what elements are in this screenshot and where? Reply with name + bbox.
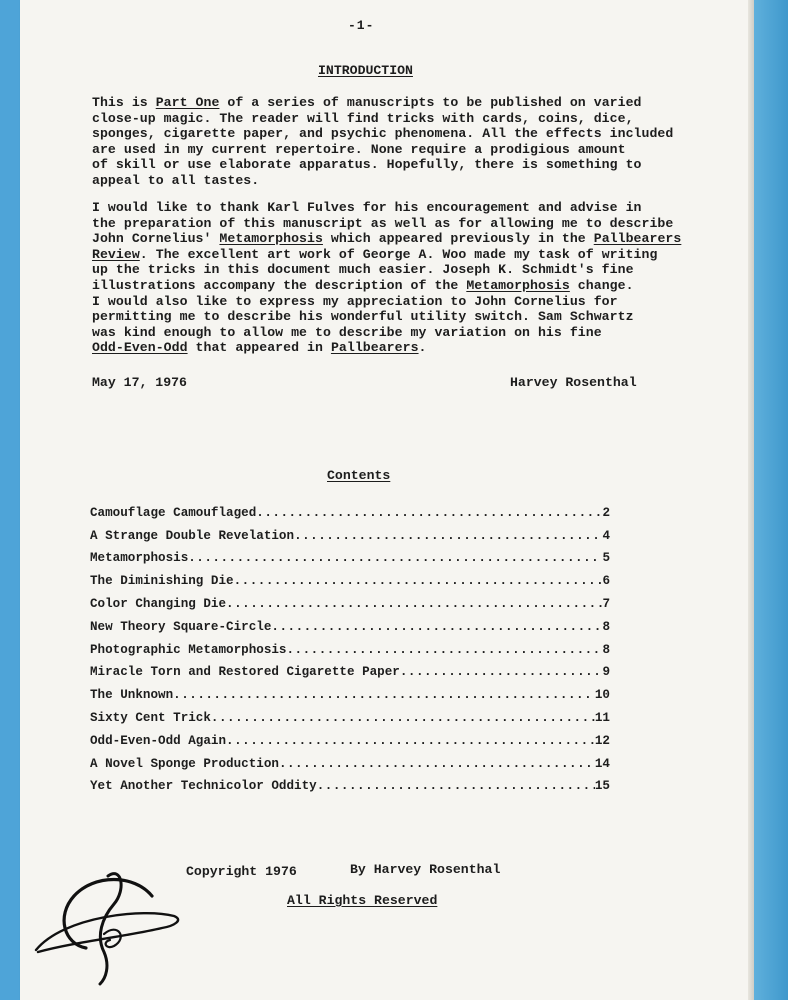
underlined-text: Part One <box>155 95 220 110</box>
dot-leader <box>256 506 602 520</box>
contents-entry-title: Camouflage Camouflaged <box>90 505 257 520</box>
underlined-text: Metamorphosis <box>219 231 323 247</box>
dot-leader <box>294 529 602 543</box>
underlined-text: Odd-Even-Odd <box>92 340 188 356</box>
contents-entry-page: 15 <box>594 779 610 794</box>
dot-leader <box>188 551 602 565</box>
contents-entry <box>90 679 610 702</box>
contents-entry <box>90 497 610 520</box>
contents-heading: Contents <box>327 468 391 483</box>
contents-entry <box>90 634 610 657</box>
underlined-text: Metamorphosis <box>466 277 570 293</box>
contents-entry <box>90 702 610 725</box>
text-run: that appeared in <box>187 340 331 356</box>
contents-entry <box>90 588 610 611</box>
contents-entry-page: 11 <box>594 710 610 725</box>
text-line: I would like to thank Karl Fulves for his encouragement and advise in <box>92 200 642 215</box>
text-line: are used in my current repertoire. None require a prodigious amount <box>92 141 626 157</box>
text-line: permitting me to describe his wonderful utility switch. Sam Schwartz <box>92 309 634 325</box>
contents-entry <box>90 771 610 794</box>
copyright-line: Copyright 1976 <box>186 864 297 879</box>
contents-entry <box>90 611 610 634</box>
intro-paragraph-1 <box>92 95 673 189</box>
publisher-logo <box>34 856 184 986</box>
text-line: the preparation of this manuscript as well as for allowing me to describe <box>92 215 674 231</box>
dot-leader <box>317 779 595 793</box>
contents-entry-page: 5 <box>602 551 610 566</box>
text-line: was kind enough to allow me to describe my variation on his fine <box>92 324 602 340</box>
text-run: change. <box>569 277 634 293</box>
contents-entry-page: 10 <box>594 688 610 703</box>
dot-leader <box>287 643 603 657</box>
text-line: appeal to all tastes. <box>92 172 260 188</box>
text-line: up the tricks in this document much easier. Joseph K. Schmidt's fine <box>92 262 634 278</box>
underlined-text: Pallbearers <box>330 340 419 356</box>
contents-entry-title: The Diminishing Die <box>90 574 234 589</box>
contents-entry-page: 14 <box>594 756 610 771</box>
text-line: sponges, cigarette paper, and psychic phenomena. All the effects included <box>92 126 674 142</box>
page-number: -1- <box>348 18 375 33</box>
dot-leader <box>279 757 595 771</box>
dot-leader <box>400 665 603 679</box>
contents-entry-page: 8 <box>602 642 610 657</box>
contents-entry-page: 4 <box>602 528 610 543</box>
dot-leader <box>271 620 602 634</box>
dot-leader <box>211 711 595 725</box>
contents-entry-title: Yet Another Technicolor Oddity <box>90 779 317 794</box>
text-run: . The excellent art work of George A. Woo made my task of writing <box>139 246 658 262</box>
contents-entry-title: Metamorphosis <box>90 551 189 566</box>
contents-entry-title: A Strange Double Revelation <box>90 528 295 543</box>
contents-entry <box>90 520 610 543</box>
manuscript-page <box>20 0 758 1000</box>
contents-entry <box>90 725 610 748</box>
contents-entry-page: 12 <box>594 733 610 748</box>
text-run: . <box>418 340 427 356</box>
contents-entry-title: A Novel Sponge Production <box>90 756 279 771</box>
contents-entry-page: 8 <box>602 619 610 634</box>
contents-entry-page: 7 <box>602 596 610 611</box>
underlined-text: Pallbearers <box>593 231 682 247</box>
contents-entry-title: Odd-Even-Odd Again <box>90 733 227 748</box>
dot-leader <box>226 734 595 748</box>
table-of-contents <box>90 497 610 793</box>
contents-entry-title: The Unknown <box>90 688 174 703</box>
introduction-heading: INTRODUCTION <box>318 63 413 78</box>
contents-entry-title: Photographic Metamorphosis <box>90 642 287 657</box>
date: May 17, 1976 <box>92 375 187 390</box>
contents-entry-title: Sixty Cent Trick <box>90 710 211 725</box>
rights-reserved: All Rights Reserved <box>287 893 438 908</box>
text-run: illustrations accompany the description of the <box>92 277 467 293</box>
contents-entry-title: Miracle Torn and Restored Cigarette Paper <box>90 665 400 680</box>
text-line: I would also like to express my appreciation to John Cornelius for <box>92 293 618 309</box>
contents-entry-title: Color Changing Die <box>90 596 227 611</box>
intro-paragraph-2 <box>92 200 681 356</box>
blue-background-right <box>754 0 788 1000</box>
contents-entry <box>90 748 610 771</box>
dot-leader <box>226 597 602 611</box>
contents-entry-page: 2 <box>602 505 610 520</box>
text-line: of skill or use elaborate apparatus. Hopefully, there is something to <box>92 157 642 173</box>
text-run: which appeared previously in the <box>322 231 594 247</box>
contents-entry-page: 9 <box>602 665 610 680</box>
contents-entry <box>90 657 610 680</box>
contents-entry <box>90 543 610 566</box>
contents-entry-page: 6 <box>602 574 610 589</box>
text-run: of a series of manuscripts to be published on varied <box>219 95 642 110</box>
text-run: This is <box>92 95 156 110</box>
contents-entry-title: New Theory Square-Circle <box>90 619 272 634</box>
contents-entry <box>90 565 610 588</box>
dot-leader <box>234 574 603 588</box>
byline: By Harvey Rosenthal <box>350 862 501 877</box>
text-line: close-up magic. The reader will find tricks with cards, coins, dice, <box>92 110 634 126</box>
dot-leader <box>173 688 595 702</box>
author-signature-line: Harvey Rosenthal <box>510 375 637 390</box>
text-run: John Cornelius' <box>92 231 220 247</box>
underlined-text: Review <box>92 246 140 262</box>
